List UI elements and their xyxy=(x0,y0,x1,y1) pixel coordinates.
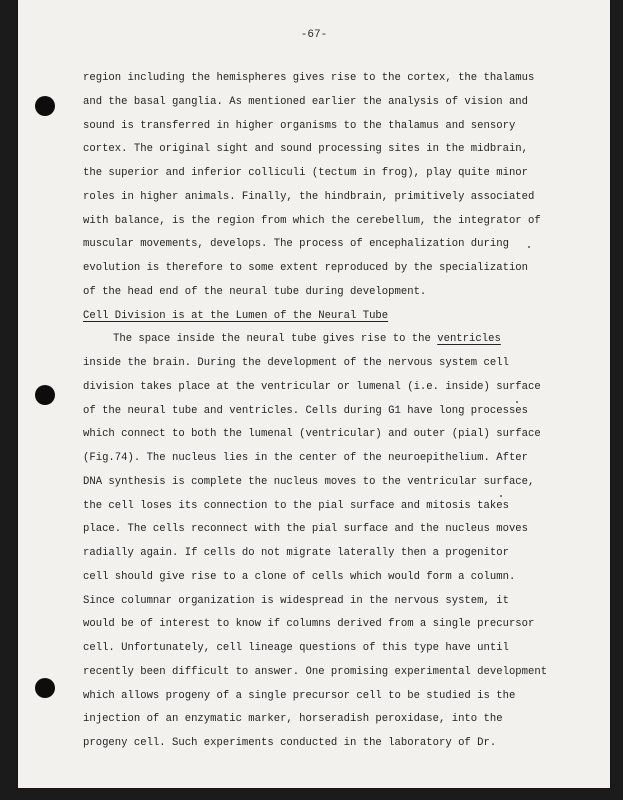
text-line: (Fig.74). The nucleus lies in the center of the neuroepithelium. After xyxy=(83,452,529,464)
section-heading xyxy=(83,305,543,329)
section-heading-text: Cell Division is at the Lumen of the Neural Tube xyxy=(83,309,389,322)
text-line: with balance, is the region from which the cerebellum, the integrator of xyxy=(83,214,541,227)
text-line: and the basal ganglia. As mentioned earlier the analysis of vision and xyxy=(83,95,529,108)
text-line: Since columnar organization is widespread in the nervous system, it xyxy=(83,594,509,607)
binder-hole xyxy=(35,96,55,116)
text-line xyxy=(83,328,543,352)
text-line: of the head end of the neural tube during development. xyxy=(83,285,427,298)
text-line: muscular movements, develops. The process of encephalization during xyxy=(83,238,509,251)
text-segment: The space inside the neural tube gives rise to the xyxy=(113,333,438,346)
text-line: would be of interest to know if columns derived from a single precursor xyxy=(83,618,535,631)
text-line: which connect to both the lumenal (ventricular) and outer (pial) surface xyxy=(83,428,541,441)
text-line: cortex. The original sight and sound processing sites in the midbrain, xyxy=(83,143,529,156)
text-line: the superior and inferior colliculi (tectum in frog), play quite minor xyxy=(83,167,529,179)
text-line: which allows progeny of a single precursor cell to be studied is the xyxy=(83,689,516,702)
text-line: cell should give rise to a clone of cells which would form a column. xyxy=(83,570,516,583)
text-line: radially again. If cells do not migrate laterally then a progenitor xyxy=(83,547,509,559)
binder-hole xyxy=(35,678,55,698)
page-number: -67- xyxy=(300,29,328,41)
document-page xyxy=(18,0,610,788)
underlined-term: ventricles xyxy=(437,333,501,346)
text-line: sound is transferred in higher organisms to the thalamus and sensory xyxy=(83,119,516,132)
text-line: injection of an enzymatic marker, horseradish peroxidase, into the xyxy=(83,713,503,726)
text-line: the cell loses its connection to the pial surface and mitosis takes xyxy=(83,499,509,512)
text-line: of the neural tube and ventricles. Cells during G1 have long processes xyxy=(83,404,529,417)
text-line: DNA synthesis is complete the nucleus moves to the ventricular surface, xyxy=(83,475,535,488)
text-line: division takes place at the ventricular or lumenal (i.e. inside) surface xyxy=(83,380,541,393)
text-line: inside the brain. During the development of the nervous system cell xyxy=(83,357,509,369)
text-line: roles in higher animals. Finally, the hindbrain, primitively associated xyxy=(83,190,535,203)
text-line: recently been difficult to answer. One promising experimental development xyxy=(83,665,548,678)
text-line: region including the hemispheres gives rise to the cortex, the thalamus xyxy=(83,72,535,84)
text-line: evolution is therefore to some extent reproduced by the specialization xyxy=(83,262,529,274)
text-line: cell. Unfortunately, cell lineage questions of this type have until xyxy=(83,642,509,654)
binder-hole xyxy=(35,385,55,405)
body-text xyxy=(83,67,548,756)
text-line: progeny cell. Such experiments conducted in the laboratory of Dr. xyxy=(83,737,497,749)
text-line: place. The cells reconnect with the pial surface and the nucleus moves xyxy=(83,523,529,536)
